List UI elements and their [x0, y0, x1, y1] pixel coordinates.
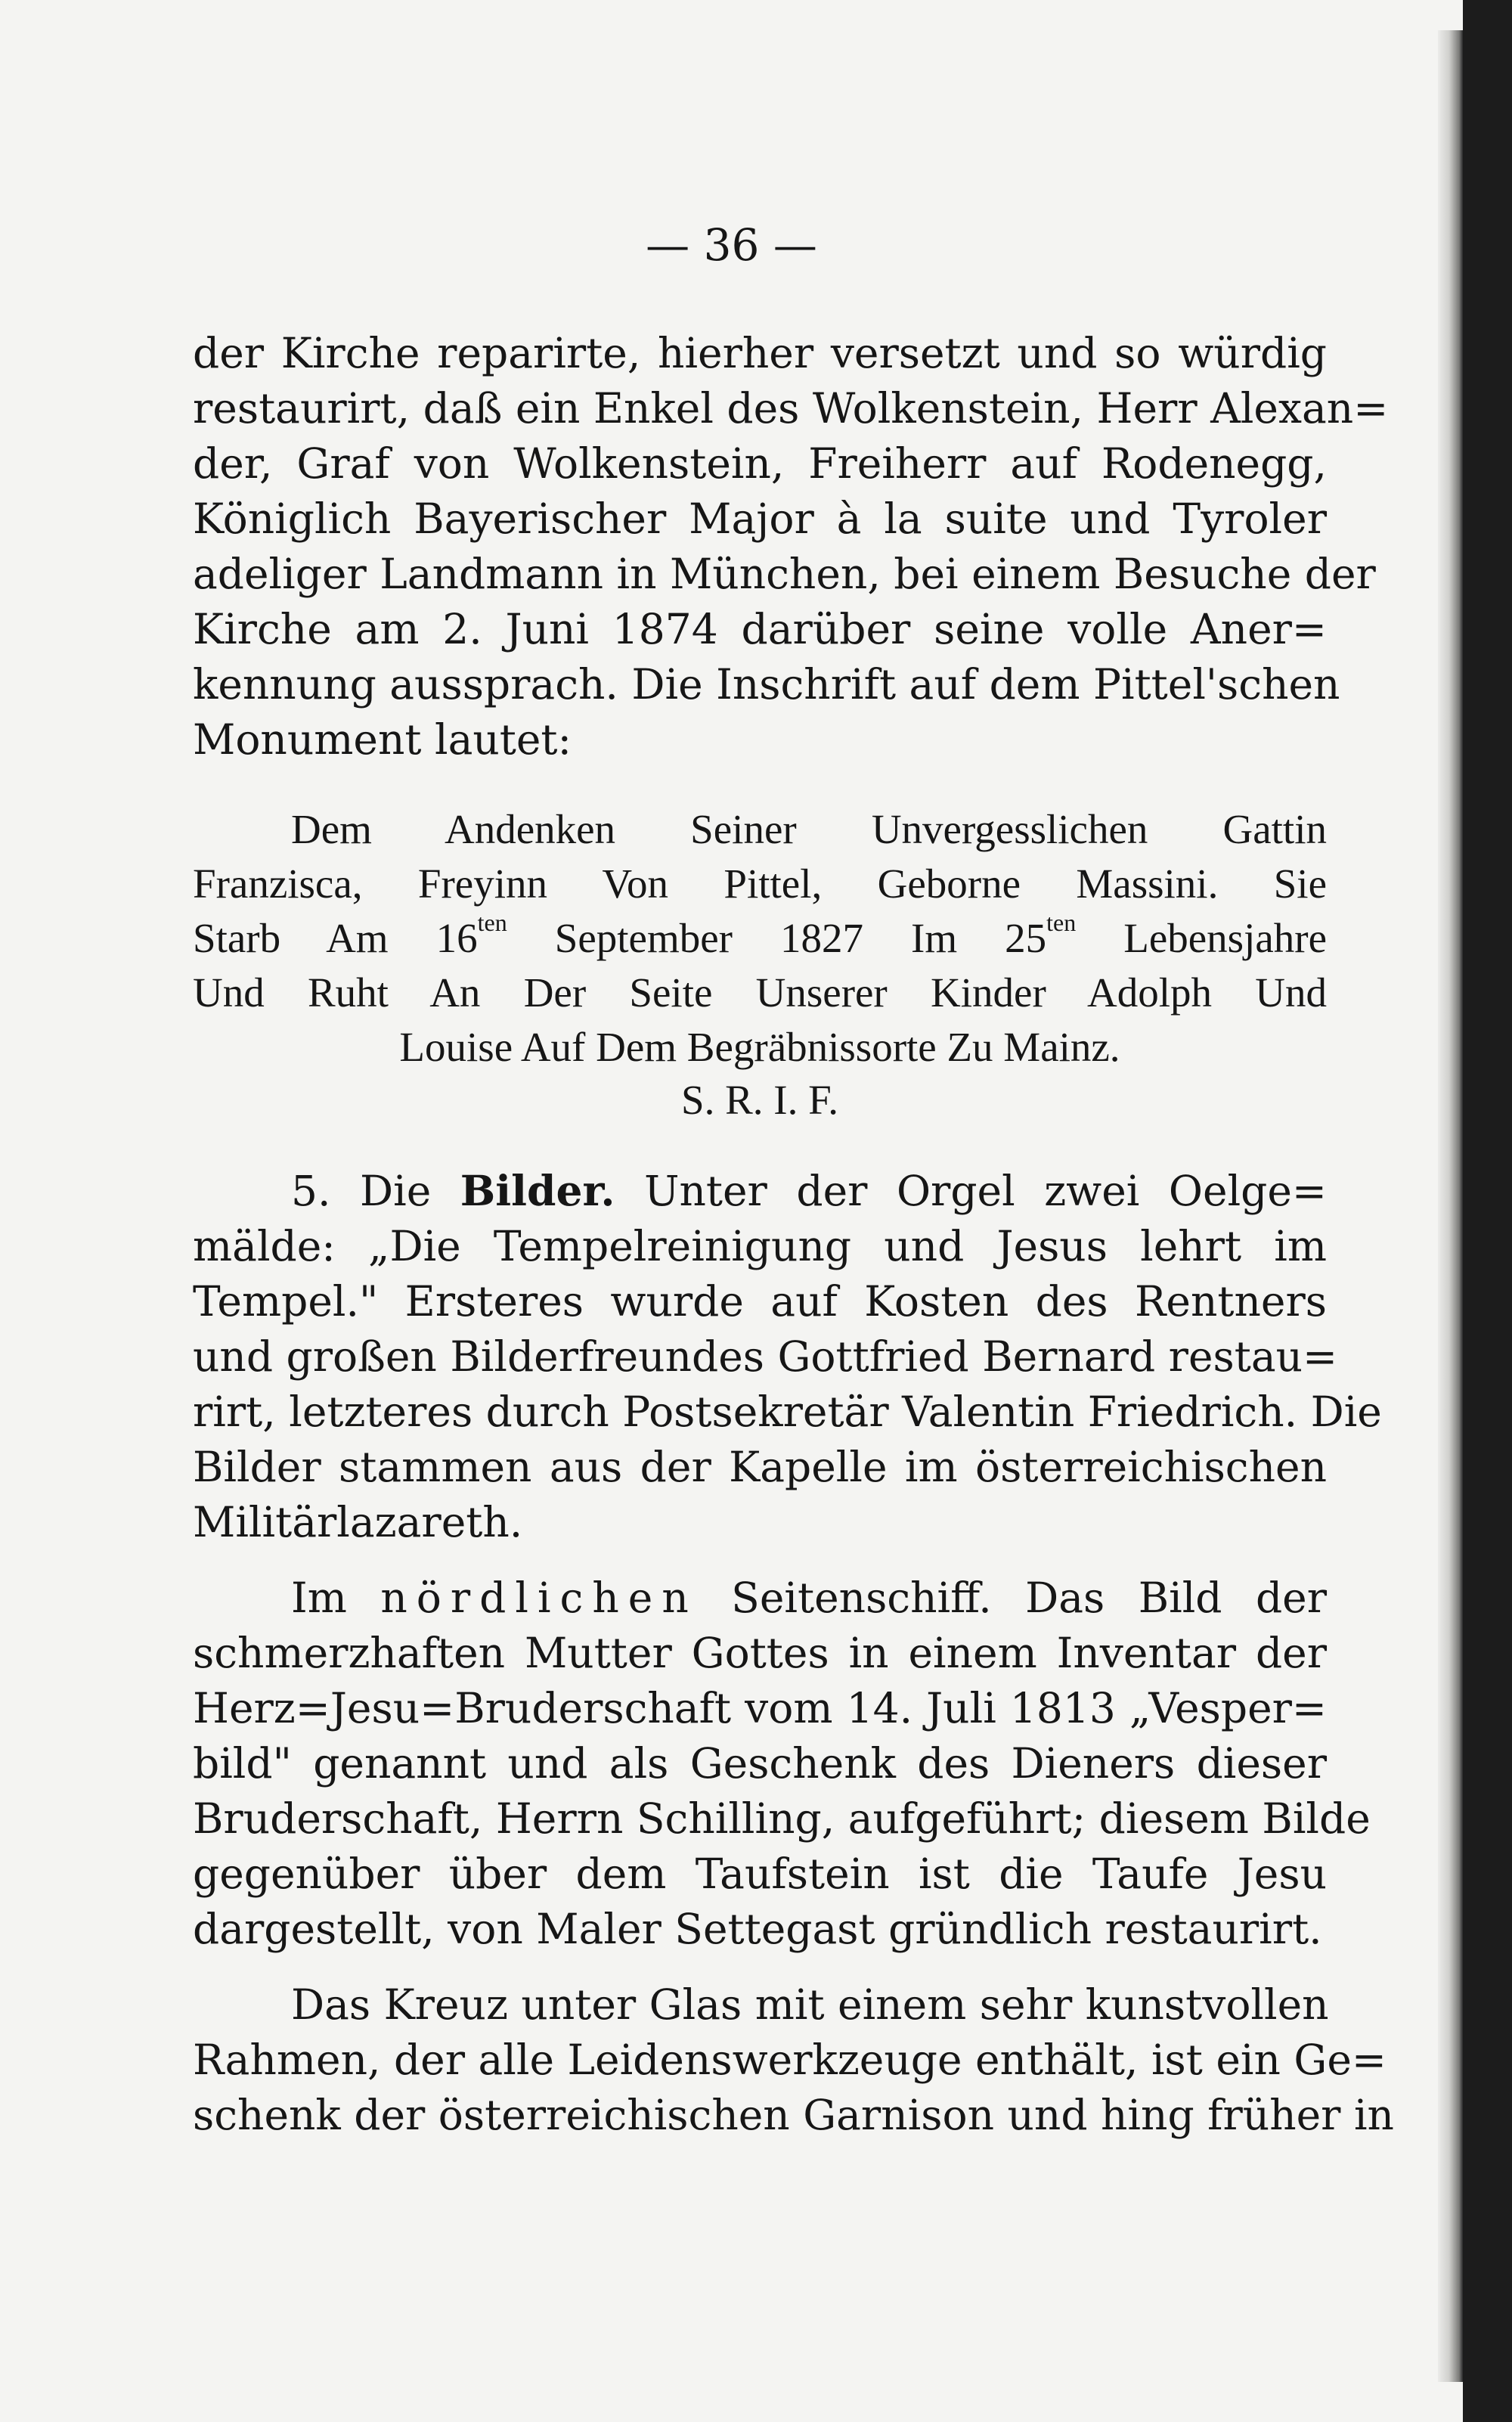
page-number: — 36 — — [646, 219, 817, 271]
text-line: rirt, letzteres durch Postsekretär Valentin Friedrich. Die — [193, 1388, 1382, 1436]
superscript: ten — [477, 909, 507, 936]
inscription-line — [193, 909, 1328, 965]
text-line: Das Kreuz unter Glas mit einem sehr kunstvollen — [291, 1980, 1329, 2029]
text-line: Bruderschaft, Herrn Schilling, aufgeführt; diesem Bilde — [193, 1794, 1371, 1843]
inscription-line: Dem Andenken Seiner Unvergesslichen Gattin — [291, 806, 1327, 852]
text-line: Kirche am 2. Juni 1874 darüber seine volle Aner= — [193, 605, 1327, 653]
text-line — [291, 1164, 1327, 1217]
text-line: restaurirt, daß ein Enkel des Wolkenstein, Herr Alexan= — [193, 384, 1389, 433]
inscription-text: September 1827 Im 25 — [507, 915, 1047, 961]
text-line: der, Graf von Wolkenstein, Freiherr auf Rodenegg, — [193, 439, 1327, 488]
text-line: Rahmen, der alle Leidenswerkzeuge enthält, ist ein Ge= — [193, 2036, 1387, 2084]
text-line: Bilder stammen aus der Kapelle im österreichischen — [193, 1443, 1327, 1491]
text-line: Monument lautet: — [193, 715, 572, 764]
inscription-text: Starb Am 16 — [193, 915, 478, 961]
inscription-text: Lebensjahre — [1076, 915, 1328, 961]
text-line — [291, 1571, 1327, 1624]
text-fragment: Seitenschiff. Das Bild der — [697, 1574, 1327, 1622]
text-line: und großen Bilderfreundes Gottfried Bernard restau= — [193, 1332, 1338, 1381]
section-number: 5. Die — [291, 1167, 460, 1215]
text-line: kennung aussprach. Die Inschrift auf dem Pittel'schen — [193, 660, 1340, 709]
text-line: gegenüber über dem Taufstein ist die Taufe Jesu — [193, 1850, 1327, 1898]
inscription-signature: S. R. I. F. — [680, 1077, 839, 1123]
section-heading: Bilder. — [460, 1166, 615, 1215]
text-line: mälde: „Die Tempelreinigung und Jesus lehrt im — [193, 1222, 1327, 1270]
scan-border — [1463, 0, 1512, 2422]
text-line: Militärlazareth. — [193, 1498, 523, 1546]
page-edge-shadow — [1438, 30, 1463, 2382]
superscript: ten — [1046, 909, 1077, 936]
text-fragment: Im — [291, 1574, 381, 1622]
text-line: der Kirche reparirte, hierher versetzt und so würdig — [193, 329, 1327, 377]
inscription-line: Franzisca, Freyinn Von Pittel, Geborne Massini. Sie — [193, 861, 1327, 907]
text-line: Tempel." Ersteres wurde auf Kosten des Rentners — [193, 1277, 1327, 1326]
text-line: adeliger Landmann in München, bei einem Besuche der — [193, 550, 1376, 598]
text-line: schmerzhaften Mutter Gottes in einem Inventar der — [193, 1629, 1327, 1677]
text-line: Königlich Bayerischer Major à la suite und Tyroler — [193, 495, 1327, 543]
text-line: Herz=Jesu=Bruderschaft vom 14. Juli 1813 „Vesper= — [193, 1684, 1327, 1732]
text-fragment: Unter der Orgel zwei Oelge= — [615, 1167, 1327, 1215]
inscription-line: Und Ruht An Der Seite Unserer Kinder Adolph Und — [193, 969, 1327, 1016]
inscription-line: Louise Auf Dem Begräbnissorte Zu Mainz. — [399, 1024, 1120, 1070]
text-line: bild" genannt und als Geschenk des Dieners dieser — [193, 1739, 1327, 1788]
text-line: schenk der österreichischen Garnison und hing früher in — [193, 2091, 1394, 2139]
text-line: dargestellt, von Maler Settegast gründlich restaurirt. — [193, 1905, 1322, 1953]
emphasized-word: nördlichen — [380, 1574, 698, 1622]
